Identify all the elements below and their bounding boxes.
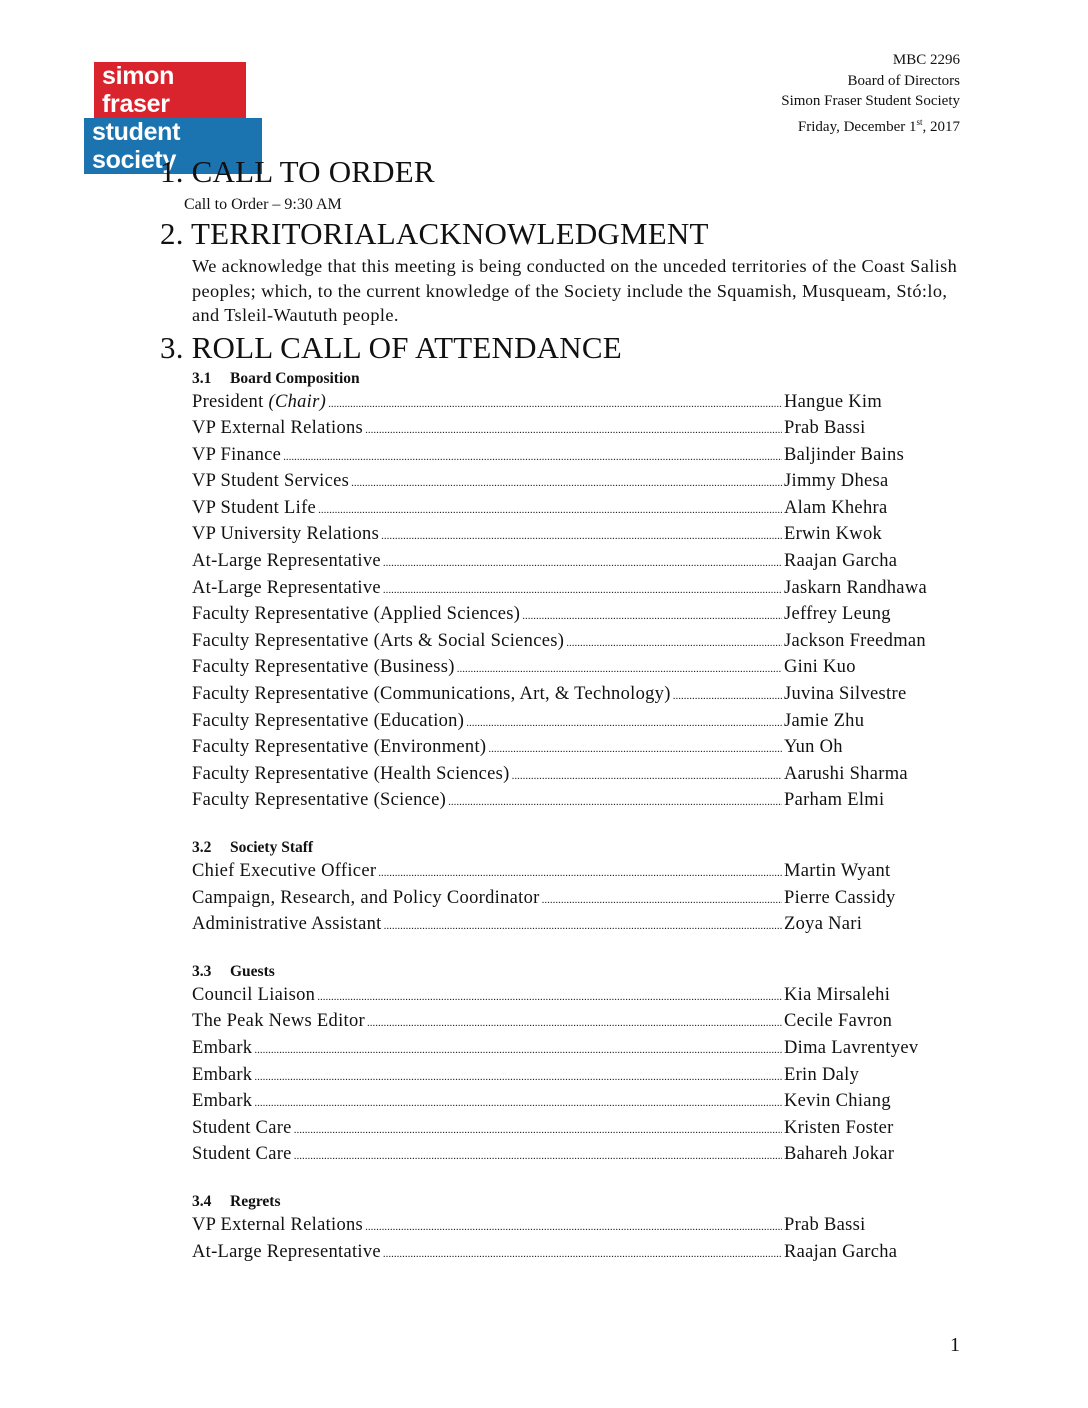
role-title	[192, 1036, 252, 1061]
roster-row	[192, 629, 954, 656]
dot-leader	[254, 1091, 782, 1116]
dot-leader	[542, 888, 782, 913]
staff-roster	[192, 859, 954, 939]
dot-leader	[457, 657, 782, 682]
role-title	[192, 1063, 252, 1088]
role-title	[192, 735, 486, 760]
person-name: Prab Bassi	[784, 1214, 866, 1235]
roster-row	[192, 655, 954, 682]
roster-row	[192, 1213, 954, 1240]
board-roster	[192, 390, 954, 816]
role-qualifier: (Chair)	[268, 391, 327, 412]
date-suffix-sup: st	[916, 116, 923, 127]
role-text: At-Large Representative	[192, 577, 381, 598]
roster-row	[192, 496, 954, 523]
person-name: Pierre Cassidy	[784, 887, 896, 908]
dot-leader	[378, 861, 782, 886]
dot-leader	[283, 445, 782, 470]
dot-leader	[294, 1144, 782, 1169]
dot-leader	[488, 737, 782, 762]
roster-row	[192, 549, 954, 576]
person-name: Martin Wyant	[784, 861, 891, 881]
roster-row	[192, 983, 954, 1010]
roster-row	[192, 1009, 954, 1036]
person-name: Yun Oh	[784, 737, 843, 758]
person-name: Dima Lavrentyev	[784, 1037, 919, 1058]
roster-row	[192, 1240, 954, 1267]
roster-row	[192, 788, 954, 815]
role-text: VP External Relations	[192, 1214, 364, 1235]
role-text: President	[192, 391, 269, 412]
role-text: Campaign, Research, and Policy Coordinator	[192, 887, 540, 908]
dot-leader	[522, 604, 782, 629]
role-text: Student Care	[192, 1144, 292, 1165]
dot-leader	[365, 418, 782, 443]
call-to-order-time: Call to Order – 9:30 AM	[184, 196, 342, 213]
society-staff-heading	[192, 837, 960, 859]
section-roll-call-title: 3. ROLL CALL OF ATTENDANCE	[160, 329, 622, 365]
role-text: VP Student Services	[192, 471, 350, 492]
roster-row	[192, 1089, 954, 1116]
date-year: , 2017	[922, 118, 960, 135]
role-text: Embark	[192, 1091, 253, 1112]
subhead-label: Board Composition	[230, 369, 360, 387]
person-name: Erin Daly	[784, 1064, 860, 1085]
role-text: VP External Relations	[192, 418, 364, 439]
person-name: Alam Khehra	[784, 497, 888, 518]
role-title	[192, 1116, 292, 1141]
person-name: Raajan Garcha	[784, 551, 898, 572]
dot-leader	[383, 1242, 782, 1267]
person-name: Kristen Foster	[784, 1117, 894, 1138]
role-title	[192, 602, 520, 627]
roster-row	[192, 1116, 954, 1143]
person-name: Kevin Chiang	[784, 1091, 891, 1112]
role-text: VP Student Life	[192, 497, 317, 518]
roster-row	[192, 762, 954, 789]
person-name: Hangue Kim	[784, 391, 883, 412]
role-text: VP University Relations	[192, 524, 380, 545]
subhead-number: 3.4	[192, 1192, 212, 1210]
role-text: Faculty Representative (Education)	[192, 710, 465, 731]
dot-leader	[383, 551, 782, 576]
role-title	[192, 443, 281, 468]
dot-leader	[254, 1038, 782, 1063]
roster-row	[192, 602, 954, 629]
role-title	[192, 886, 540, 911]
dot-leader	[566, 631, 782, 656]
roster-row	[192, 390, 954, 417]
dot-leader	[448, 790, 782, 815]
guests-heading	[192, 961, 960, 983]
roster-row	[192, 416, 954, 443]
agenda-content	[160, 152, 960, 1266]
role-text: Embark	[192, 1064, 253, 1085]
subhead-label: Society Staff	[230, 839, 314, 856]
roster-row	[192, 912, 954, 939]
role-title	[192, 762, 510, 787]
roster-row	[192, 522, 954, 549]
person-name: Erwin Kwok	[784, 524, 883, 545]
person-name: Bahareh Jokar	[784, 1144, 895, 1165]
role-text: The Peak News Editor	[192, 1011, 365, 1032]
roster-row	[192, 443, 954, 470]
person-name: Cecile Favron	[784, 1011, 893, 1032]
subhead-label: Guests	[230, 962, 275, 980]
person-name: Jimmy Dhesa	[784, 471, 889, 492]
section-call-to-order-title: 1. CALL TO ORDER	[160, 154, 435, 189]
role-text: Faculty Representative (Science)	[192, 790, 447, 811]
person-name: Juvina Silvestre	[784, 684, 907, 705]
role-title	[192, 1142, 292, 1167]
role-title	[192, 709, 464, 734]
territorial-acknowledgment-text: We acknowledge that this meeting is being conducted on the unceded territories of the Coast Salish peoples; which, to the current knowledge of the Society include the Squamish, Musqueam, Stó:lo, and Tsleil-Waututh people.	[192, 256, 958, 325]
role-title	[192, 1213, 363, 1238]
role-text: At-Large Representative	[192, 551, 381, 572]
roster-row	[192, 469, 954, 496]
role-title	[192, 469, 349, 494]
roster-row	[192, 576, 954, 603]
logo-line-2: student society	[84, 118, 262, 174]
document-header	[781, 50, 960, 137]
person-name: Prab Bassi	[784, 418, 866, 439]
dot-leader	[367, 1011, 782, 1036]
meeting-code: MBC 2296	[892, 52, 960, 68]
role-text: Council Liaison	[192, 984, 316, 1005]
dot-leader	[254, 1065, 782, 1090]
dot-leader	[365, 1215, 782, 1240]
person-name: Aarushi Sharma	[784, 763, 908, 784]
role-title	[192, 390, 326, 415]
regrets-heading	[192, 1191, 960, 1213]
person-name: Parham Elmi	[784, 790, 885, 811]
section-territorial-title: 2. TERRITORIALACKNOWLEDGMENT	[160, 216, 709, 251]
role-title	[192, 655, 455, 680]
person-name: Gini Kuo	[784, 657, 856, 678]
person-name: Baljinder Bains	[784, 444, 905, 465]
logo-line-1: simon fraser	[94, 62, 246, 118]
role-text: Faculty Representative (Environment)	[192, 737, 487, 758]
person-name: Raajan Garcha	[784, 1241, 898, 1262]
role-text: Chief Executive Officer	[192, 861, 377, 881]
board-composition-heading	[192, 368, 960, 390]
role-text: Faculty Representative (Applied Sciences)	[192, 604, 521, 625]
role-title	[192, 788, 446, 813]
role-title	[192, 859, 376, 884]
role-text: Administrative Assistant	[192, 914, 382, 935]
role-text: Student Care	[192, 1117, 292, 1138]
role-text: Faculty Representative (Health Sciences)	[192, 763, 510, 784]
person-name: Kia Mirsalehi	[784, 984, 891, 1005]
dot-leader	[328, 392, 782, 417]
organization-name: Simon Fraser Student Society	[781, 93, 960, 109]
role-title	[192, 576, 381, 601]
person-name: Jamie Zhu	[784, 710, 865, 731]
role-title	[192, 1009, 365, 1034]
roster-row	[192, 1142, 954, 1169]
board-name: Board of Directors	[847, 72, 960, 89]
role-text: At-Large Representative	[192, 1241, 381, 1262]
subhead-number: 3.2	[192, 839, 212, 856]
subhead-number: 3.1	[192, 369, 212, 387]
role-title	[192, 522, 379, 547]
person-name: Jaskarn Randhawa	[784, 577, 927, 598]
role-title	[192, 682, 671, 707]
role-title	[192, 1089, 252, 1114]
dot-leader	[384, 914, 782, 939]
role-title	[192, 629, 564, 654]
dot-leader	[294, 1118, 782, 1143]
role-title	[192, 983, 315, 1008]
role-title	[192, 549, 381, 574]
roster-row	[192, 886, 954, 913]
role-text: VP Finance	[192, 444, 282, 465]
subhead-label: Regrets	[230, 1192, 281, 1210]
dot-leader	[673, 684, 782, 709]
roster-row	[192, 682, 954, 709]
roster-row	[192, 1036, 954, 1063]
date-prefix: Friday, December 1	[797, 118, 917, 135]
page-number: 1	[950, 1334, 960, 1356]
roster-row	[192, 735, 954, 762]
dot-leader	[383, 578, 782, 603]
role-text: Embark	[192, 1037, 253, 1058]
person-name: Zoya Nari	[784, 914, 863, 935]
dot-leader	[466, 711, 782, 736]
person-name: Jeffrey Leung	[784, 604, 891, 625]
role-text: Faculty Representative (Communications, Art, & Technology)	[192, 684, 671, 705]
dot-leader	[512, 764, 782, 789]
role-title	[192, 912, 382, 937]
roster-row	[192, 859, 954, 886]
roster-row	[192, 1063, 954, 1090]
role-title	[192, 496, 316, 521]
dot-leader	[318, 498, 782, 523]
guests-roster	[192, 983, 954, 1169]
role-text: Faculty Representative (Business)	[192, 657, 455, 678]
dot-leader	[317, 985, 782, 1010]
role-title	[192, 416, 363, 441]
dot-leader	[351, 471, 782, 496]
regrets-roster	[192, 1213, 954, 1266]
roster-row	[192, 709, 954, 736]
meeting-date	[781, 112, 960, 138]
subhead-number: 3.3	[192, 962, 212, 980]
role-text: Faculty Representative (Arts & Social Sciences)	[192, 630, 565, 651]
person-name: Jackson Freedman	[784, 630, 926, 651]
role-title	[192, 1240, 381, 1265]
dot-leader	[381, 524, 782, 549]
